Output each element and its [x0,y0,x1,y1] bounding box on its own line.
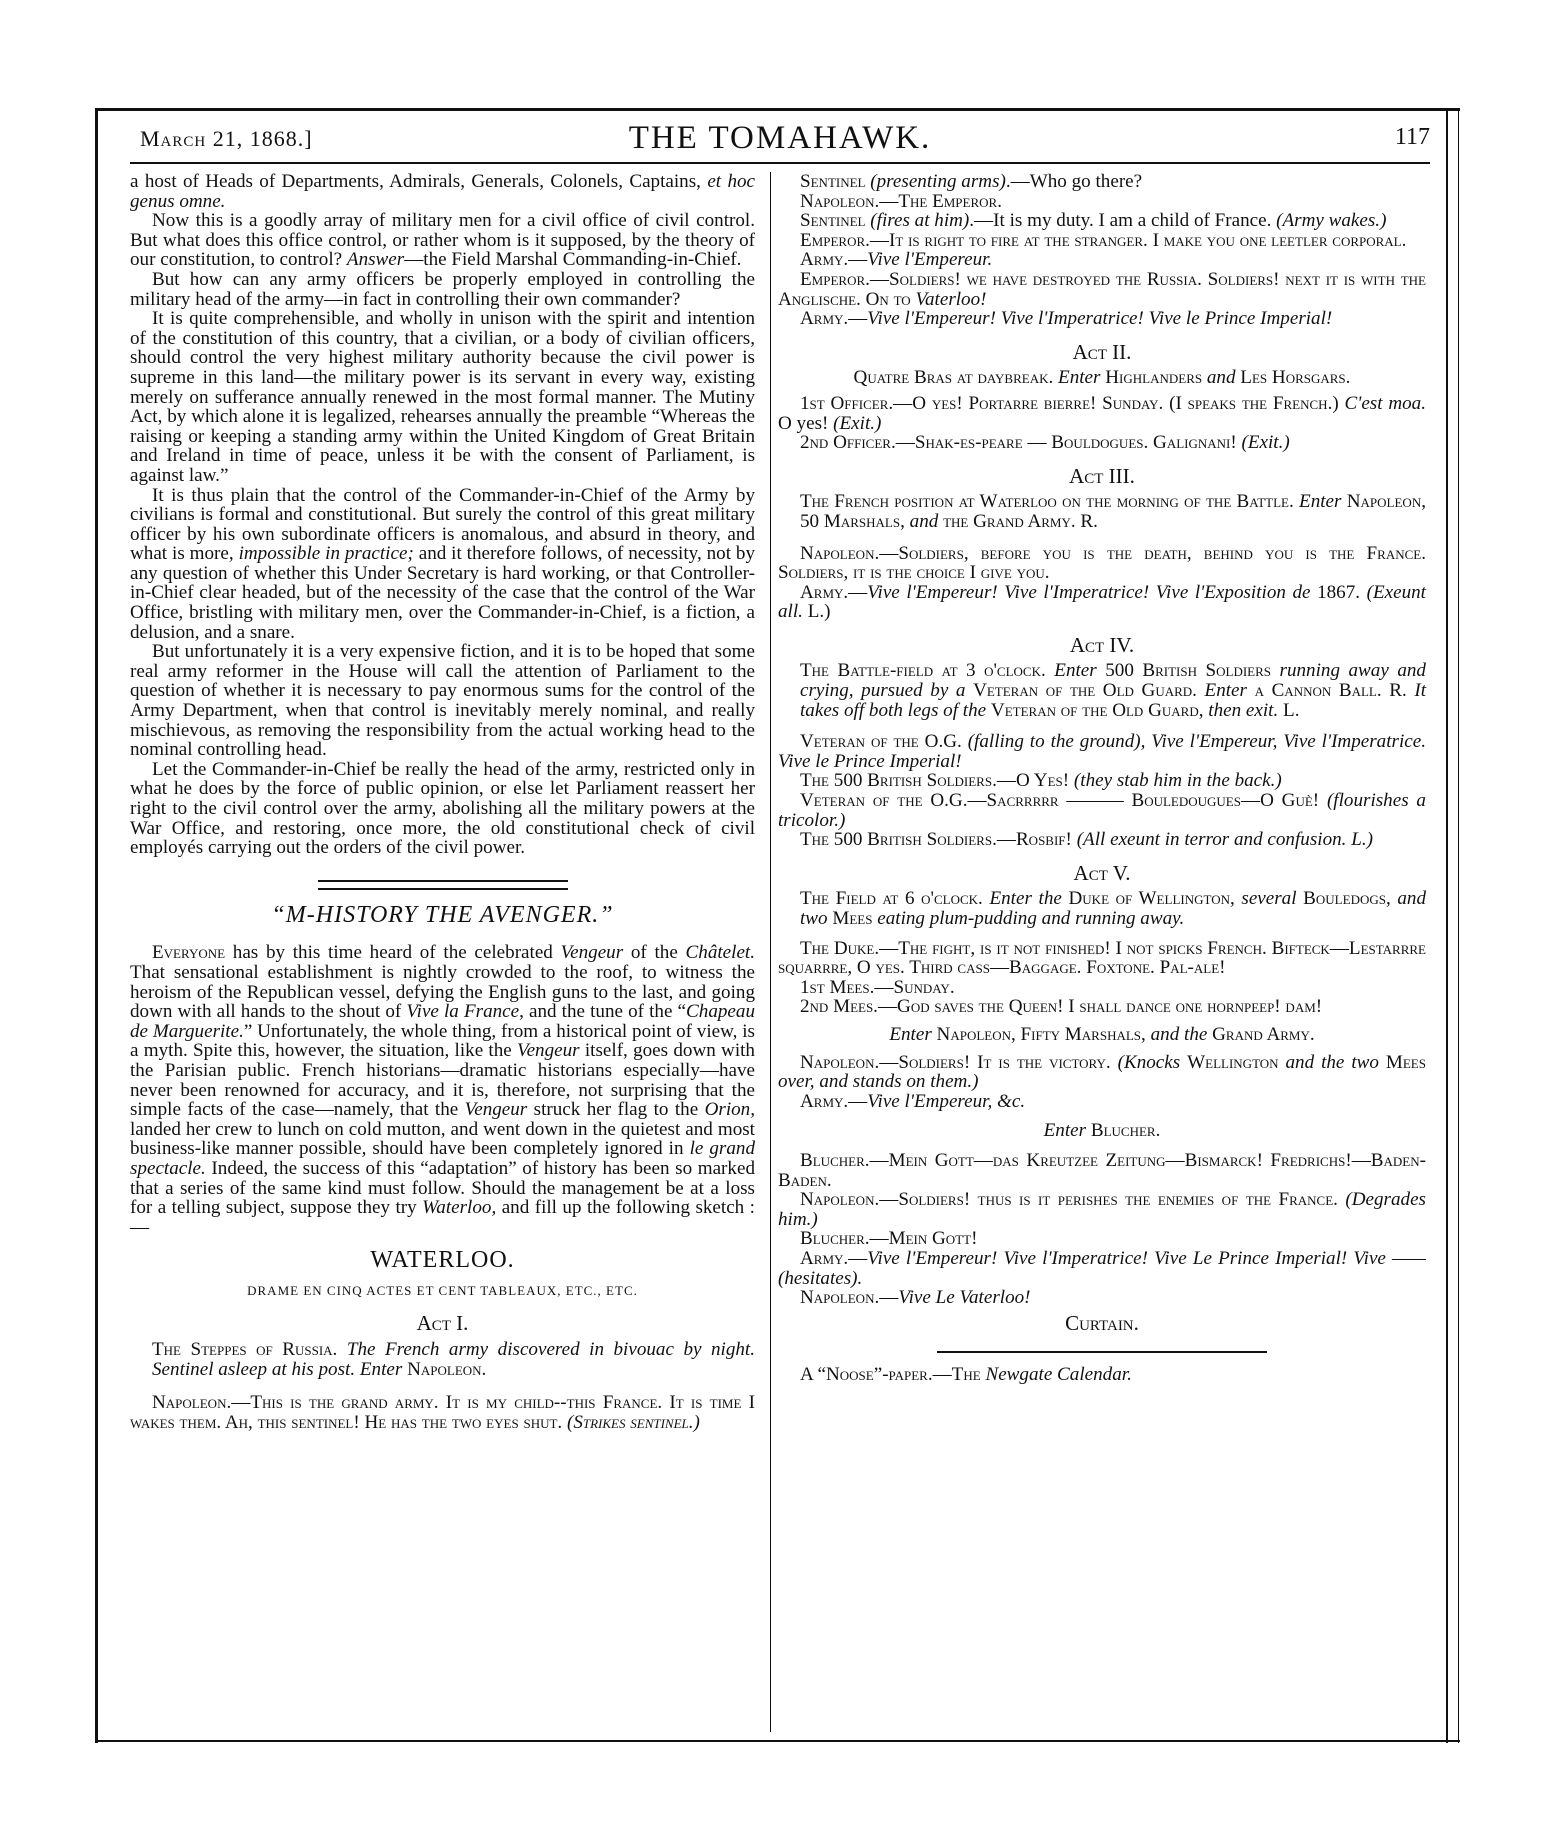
dialogue-line: Veteran of the O.G. (falling to the ground), Vive l'Empereur, Vive l'Imperatrice. Vive le Prince Imperial! [778,731,1426,772]
dialogue-line: Sentinel (fires at him).—It is my duty. I am a child of France. (Army wakes.) [800,210,1387,232]
stage-direction: Enter Napoleon, Fifty Marshals, and the Grand Army. [889,1023,1315,1045]
dialogue-line: Blucher.—Mein Gott—das Kreutzee Zeitung—Bismarck! Fredrichs!—Baden-Baden. [778,1149,1426,1191]
right-border [1446,108,1448,1743]
act-heading: Act III. [1069,463,1135,488]
left-border [95,108,98,1743]
stage-direction: The Battle-field at 3 o'clock. Enter 500 British Soldiers running away and crying, pursued by a Veteran of the Old Guard. Enter a Cannon Ball. R. It takes off both legs of the Veteran of the Old Guard, then exit. L. [800,660,1427,721]
play-title: WATERLOO. [370,1247,515,1274]
page-header [130,120,1430,160]
paragraph: Now this is a goodly array of military men for a civil office of civil control. But what does this office control, or rather whom is it supposed, by the theory of our constitution, to control? Answer—the Field Marshal Commanding-in-Chief. [130,210,755,271]
newspaper-title: THE TOMAHAWK. [628,120,932,156]
dialogue-line: 1st Mees.—Sunday. [800,976,955,998]
paragraph: Let the Commander-in-Chief be really the head of the army, restricted only in what he does by the force of public opinion, or else let Parliament reassert her right to the civil control over the army, abolishing all the military powers at the War Office, and restoring, once more, the old constitutional check of civil employés carrying out the orders of the civil power. [130,758,755,859]
article-title: “M-HISTORY THE AVENGER.” [271,901,614,928]
issue-date: March 21, 1868.] [140,126,313,151]
paragraph: It is quite comprehensible, and wholly in unison with the spirit and intention of the constitution of this country, that a civilian, or a body of civilian officers, should control the very highest military authority because the civil power is supreme in this land—the military power is its servant in every way, existing merely on sufferance annually renewed in the most formal manner. The Mutiny Act, by which alone it is legalized, rehearses annually the preamble “Whereas the raising or keeping a standing army within the United Kingdom of Great Britain and Ireland in time of peace, unless it be with the consent of Parliament, is against law.” [130,308,755,486]
dialogue-line: Napoleon.—Vive Le Vaterloo! [800,1287,1031,1309]
dialogue-line: Blucher.—Mein Gott! [800,1228,978,1250]
dialogue-line: Napoleon.—The Emperor. [800,190,1002,212]
act-heading: Act IV. [1069,632,1135,657]
page-number: 117 [1394,124,1430,150]
dialogue-line: The 500 British Soldiers.—Rosbif! (All exeunt in terror and confusion. L.) [800,829,1373,851]
act-heading: Act I. [416,1311,469,1336]
stage-direction: The Steppes of Russia. The French army discovered in bivouac by night. Sentinel asleep at his post. Enter Napoleon. [152,1339,756,1380]
dialogue-line: 2nd Officer.—Shak-es-peare — Bouldogues. Galignani! (Exit.) [800,432,1290,454]
article-paragraph: Everyone has by this time heard of the celebrated Vengeur of the Châtelet. That sensational establishment is nightly crowded to the roof, to witness the heroism of the Republican vessel, defying the English guns to the last, and going down with all hands to the shout of Vive la France, and the tune of the “Chapeau de Marguerite.” Unfortunately, the whole thing, from a historical point of view, is a myth. Spite this, however, the situation, like the Vengeur itself, goes down with the Parisian public. French historians—dramatic historians especially—have never been renowned for accuracy, and it is, therefore, not surprising that the simple facts of the case—namely, that the Vengeur struck her flag to the Orion, landed her crew to lunch on cold mutton, and went down in the quietest and most business-like manner possible, should have been completely ignored in le grand spectacle. Indeed, the success of this “adaptation” of history has been so marked that a series of the same kind must follow. Should the management be at a loss for a telling subject, suppose they try Waterloo, and fill up the following sketch :— [130,942,756,1238]
column-divider [770,172,771,1732]
stage-direction: The Field at 6 o'clock. Enter the Duke of Wellington, several Bouledogs, and two Mees eating plum-pudding and running away. [800,888,1427,929]
closing-line: A “Noose”-paper.—The Newgate Calendar. [800,1364,1132,1386]
dialogue-line: Sentinel (presenting arms).—Who go there? [800,171,1143,192]
stage-direction: Quatre Bras at daybreak. Enter Highlanders and Les Horsgars. [853,367,1351,389]
dialogue-line: The 500 British Soldiers.—O Yes! (they stab him in the back.) [800,770,1282,792]
dialogue-line: Army.—Vive l'Empereur. [800,249,993,271]
act-heading: Act II. [1072,339,1132,364]
dialogue-line: Army.—Vive l'Empereur! Vive l'Imperatrice! Vive le Prince Imperial! [800,308,1333,330]
paragraph: It is thus plain that the control of the Commander-in-Chief of the Army by civilians is formal and constitutional. But surely the control of this great military officer by his own subordinate officers is anomalous, and absurd in theory, and what is more, impossible in practice; and it therefore follows, of necessity, not by any question of whether this Under Secretary is hard working, or that Controller-in-Chief clear headed, but of the necessity of the case that the control of the War Office, bristling with military men, over the Commander-in-Chief, is a fiction, a delusion, and a snare. [130,484,756,643]
dialogue-line: Army.—Vive l'Empereur! Vive l'Imperatrice! Vive Le Prince Imperial! Vive —— (hesitates). [778,1247,1426,1289]
stage-direction: The French position at Waterloo on the morning of the Battle. Enter Napoleon, 50 Marshals, and the Grand Army. R. [800,491,1426,532]
paragraph: a host of Heads of Departments, Admirals, Generals, Colonels, Captains, et hoc genus omne. [130,171,756,212]
right-border-outer [1458,108,1459,1743]
play-subtitle: DRAME EN CINQ ACTES ET CENT TABLEAUX, ETC., ETC. [247,1282,638,1298]
dialogue-line: Army.—Vive l'Empereur! Vive l'Imperatrice! Vive l'Exposition de 1867. (Exeunt all. L.) [778,581,1426,623]
dialogue-line: 1st Officer.—O yes! Portarre bierre! Sunday. (I speaks the French.) C'est moa. O yes! (Exit.) [778,392,1426,434]
dialogue-line: 2nd Mees.—God saves the Queen! I shall dance one hornpeep! dam! [800,996,1323,1018]
stage-direction: Enter Blucher. [1043,1120,1161,1142]
dialogue-line: Army.—Vive l'Empereur, &c. [800,1090,1026,1112]
section-divider [937,1351,1267,1353]
right-column [778,172,1426,1385]
dialogue-line: Emperor.—Soldiers! we have destroyed the Russia. Soldiers! next it is with the Anglische. On to Vaterloo! [778,268,1426,310]
bottom-border [95,1740,1460,1742]
curtain-heading: Curtain. [1065,1310,1139,1335]
paragraph: But how can any army officers be properly employed in controlling the military head of the army—in fact in controlling their own commander? [130,268,755,310]
header-underline [130,162,1430,164]
section-divider [318,880,568,892]
dialogue-line: Napoleon.—Soldiers! It is the victory. (Knocks Wellington and the two Mees over, and stands on them.) [778,1051,1426,1093]
dialogue-line: Napoleon.—Soldiers, before you is the death, behind you is the France. Soldiers, it is the choice I give you. [778,542,1426,584]
dialogue-line: The Duke.—The fight, is it not finished! I not spicks French. Bifteck—Lestarrre squarrre, O yes. Third cass—Baggage. Foxtone. Pal-ale! [778,937,1426,979]
dialogue-line: Veteran of the O.G.—Sacrrrrr ——— Bouledougues—O Guè! (flourishes a tricolor.) [778,790,1426,831]
top-border [95,108,1460,111]
left-column [130,172,755,1432]
act-heading: Act V. [1073,860,1131,885]
paragraph: But unfortunately it is a very expensive fiction, and it is to be hoped that some real army reformer in the House will call the attention of Parliament to the question of whether it is necessary to pay enormous sums for the control of the Army Department, when that control is inevitably merely nominal, and really mischievous, as removing the responsibility from the actual working head to the nominal controlling head. [130,641,755,761]
dialogue-line: Napoleon.—Soldiers! thus is it perishes the enemies of the France. (Degrades him.) [778,1189,1426,1230]
dialogue-line: Napoleon.—This is the grand army. It is my child--this France. It is time I wakes them. Ah, this sentinel! He has the two eyes shut. (Strikes sentinel.) [130,1392,755,1433]
dialogue-line: Emperor.—It is right to fire at the stranger. I make you one leetler corporal. [800,229,1407,251]
